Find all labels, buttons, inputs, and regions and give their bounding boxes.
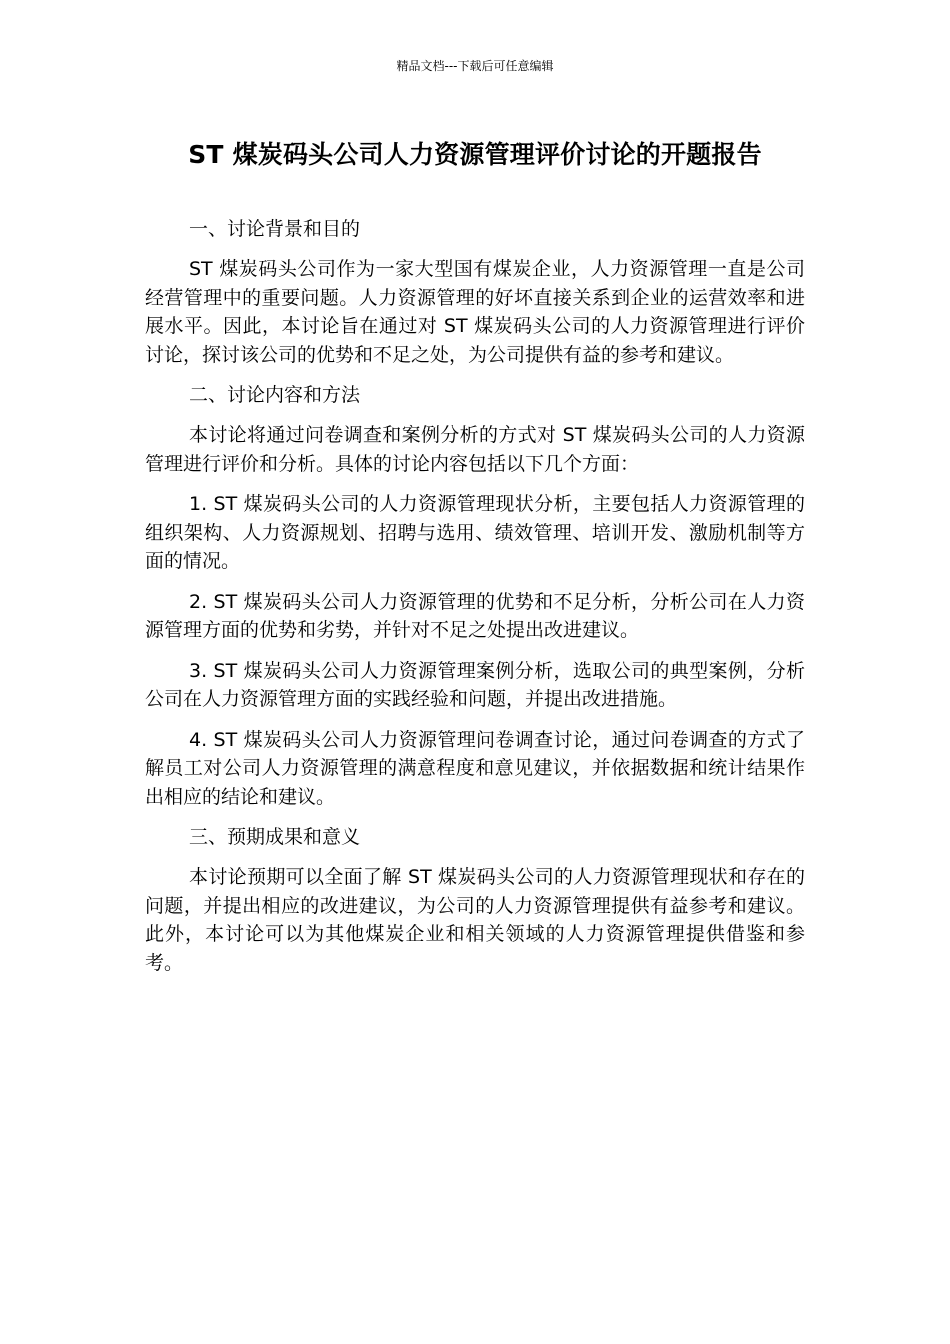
section-heading: 一、讨论背景和目的 [189,218,361,240]
page-header: 精品文档---下载后可任意编辑 [396,59,554,73]
list-item: 4. ST 煤炭码头公司人力资源管理问卷调查讨论，通过问卷调查的方式了解员工对公司人力资源管理的满意程度和意见建议，并依据数据和统计结果作出相应的结论和建议。 [145,728,805,808]
section-heading: 三、预期成果和意义 [189,826,361,848]
section-heading: 二、讨论内容和方法 [189,384,361,406]
list-item: 3. ST 煤炭码头公司人力资源管理案例分析，选取公司的典型案例，分析公司在人力资源管理方面的实践经验和问题，并提出改进措施。 [145,659,805,710]
document-title: ST 煤炭码头公司人力资源管理评价讨论的开题报告 [188,140,762,169]
paragraph: ST 煤炭码头公司作为一家大型国有煤炭企业，人力资源管理一直是公司经营管理中的重要问题。人力资源管理的好坏直接关系到企业的运营效率和进展水平。因此，本讨论旨在通过对 ST 煤炭码头公司的人力资源管理进行评价讨论，探讨该公司的优势和不足之处，为公司提供有益的参考和建议。 [145,258,805,366]
document-body [145,215,805,989]
list-item: 2. ST 煤炭码头公司人力资源管理的优势和不足分析，分析公司在人力资源管理方面的优势和劣势，并针对不足之处提出改进建议。 [145,590,805,641]
paragraph: 本讨论将通过问卷调查和案例分析的方式对 ST 煤炭码头公司的人力资源管理进行评价和分析。具体的讨论内容包括以下几个方面： [145,424,805,475]
paragraph: 本讨论预期可以全面了解 ST 煤炭码头公司的人力资源管理现状和存在的问题，并提出相应的改进建议，为公司的人力资源管理提供有益参考和建议。此外，本讨论可以为其他煤炭企业和相关领域的人力资源管理提供借鉴和参考。 [145,866,805,974]
list-item: 1. ST 煤炭码头公司的人力资源管理现状分析，主要包括人力资源管理的组织架构、人力资源规划、招聘与选用、绩效管理、培训开发、激励机制等方面的情况。 [145,493,805,572]
